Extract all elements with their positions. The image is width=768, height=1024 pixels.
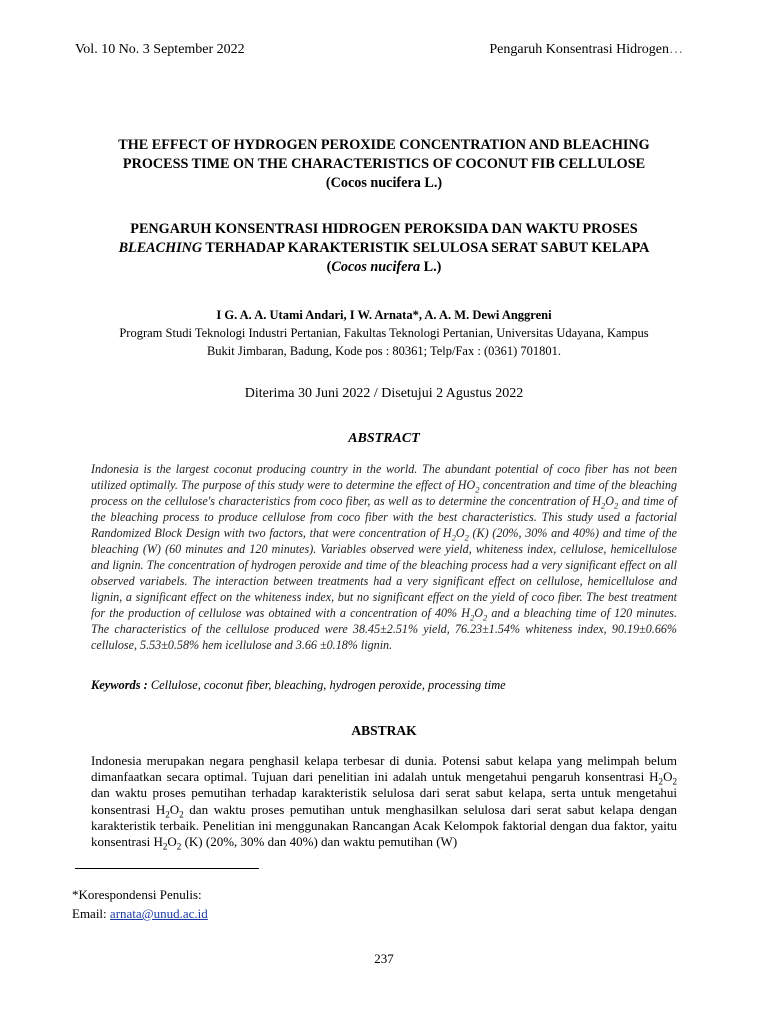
author-names: I G. A. A. Utami Andari, I W. Arnata*, A. A. M. Dewi Anggreni xyxy=(216,308,552,322)
affiliation-line-1: Program Studi Teknologi Industri Pertanian, Fakultas Teknologi Pertanian, Universitas Udayana, Kampus xyxy=(119,326,649,340)
title-indonesian xyxy=(80,220,688,277)
title-id-line-3: (Cocos nucifera L.) xyxy=(326,259,442,275)
running-header xyxy=(75,42,683,58)
correspondence-label: *Korespondensi Penulis: xyxy=(72,887,202,902)
title-english xyxy=(80,136,688,193)
title-en-line-1: THE EFFECT OF HYDROGEN PEROXIDE CONCENTRATION AND BLEACHING xyxy=(118,137,650,153)
abstract-heading: ABSTRACT xyxy=(348,431,420,446)
footnote-divider xyxy=(75,868,259,869)
title-id-line-2: BLEACHING TERHADAP KARAKTERISTIK SELULOSA SERAT SABUT KELAPA xyxy=(118,240,650,256)
abstrak-heading: ABSTRAK xyxy=(351,723,417,738)
author-block xyxy=(80,306,688,360)
page-number: 237 xyxy=(374,951,394,966)
keywords-label: Keywords : xyxy=(91,678,148,692)
title-en-line-2: PROCESS TIME ON THE CHARACTERISTICS OF COCONUT FIB CELLULOSE xyxy=(122,156,646,172)
keywords-list: Cellulose, coconut fiber, bleaching, hydrogen peroxide, processing time xyxy=(147,678,506,692)
keywords xyxy=(91,678,677,693)
abstract-text: Indonesia is the largest coconut producing country in the world. The abundant potential of coco fiber has not been utilized optimally. The purpose of this study were to determine the effect of $HO_2$ concentration and time of the bleaching process on the cellulose's characteristics from coco fiber, as well as to determine the concentration of $H_2O_2$ and time of the bleaching process to produce cellulose from coco fiber with the best characteristics. This study used a factorial Randomized Block Design with two factors, that were concentration of $H_2O_2$ (K) (20%, 30% and 40%) and time of the bleaching (W) (60 minutes and 120 minutes). Variables observed were yield, whiteness index, cellulose, hemicellulose and lignin. The concentration of hydrogen peroxide and time of the bleaching process had a very significant effect on all observed variabels. The interaction between treatments had a very significant effect on cellulose, hemicellulose and lignin, a significant effect on the whiteness index, but no significant effect on the yield of coco fiber. The best treatment for the production of cellulose was obtained with a concentration of 40% $H_2O_2$ and a bleaching time of 120 minutes. The characteristics of the cellulose produced were 38.45±2.51% yield, 76.23±1.54% whiteness index, 90.19±0.66% cellulose, 5.53±0.58% hem icellulose and 3.66 ±0.18% lignin. xyxy=(91,462,677,652)
email-line: Email: arnata@unud.ac.id xyxy=(72,906,208,921)
footnote xyxy=(72,885,208,923)
affiliation-line-2: Bukit Jimbaran, Badung, Kode pos : 80361; Telp/Fax : (0361) 701801. xyxy=(206,344,562,358)
title-id-line-1: PENGARUH KONSENTRASI HIDROGEN PEROKSIDA DAN WAKTU PROSES xyxy=(130,221,638,237)
title-en-line-3: (Cocos nucifera L.) xyxy=(325,175,443,191)
journal-volume: Vol. 10 No. 3 September 2022 xyxy=(75,42,245,57)
email-link[interactable]: arnata@unud.ac.id xyxy=(109,906,208,921)
abstrak-text: Indonesia merupakan negara penghasil kelapa terbesar di dunia. Potensi sabut kelapa yang melimpah belum dimanfaatkan secara optimal. Tujuan dari penelitian ini adalah untuk mengetahui pengaruh konsentrasi $H_2O_2$ dan waktu proses pemutihan terhadap karakteristik selulosa dari serat sabut kelapa, serta untuk mengetahui konsentrasi $H_2O_2$ dan waktu proses pemutihan untuk menghasilkan selulosa dari serat sabut kelapa dengan karakteristik terbaik. Penelitian ini menggunakan Rancangan Acak Kelompok faktorial dengan dua faktor, yaitu konsentrasi $H_2O_2$ (K) (20%, 30% dan 40%) dan waktu pemutihan (W) xyxy=(91,753,677,852)
received-date: Diterima 30 Juni 2022 / Disetujui 2 Agustus 2022 xyxy=(244,386,524,401)
running-title: Pengaruh Konsentrasi Hidrogen… xyxy=(489,42,683,57)
